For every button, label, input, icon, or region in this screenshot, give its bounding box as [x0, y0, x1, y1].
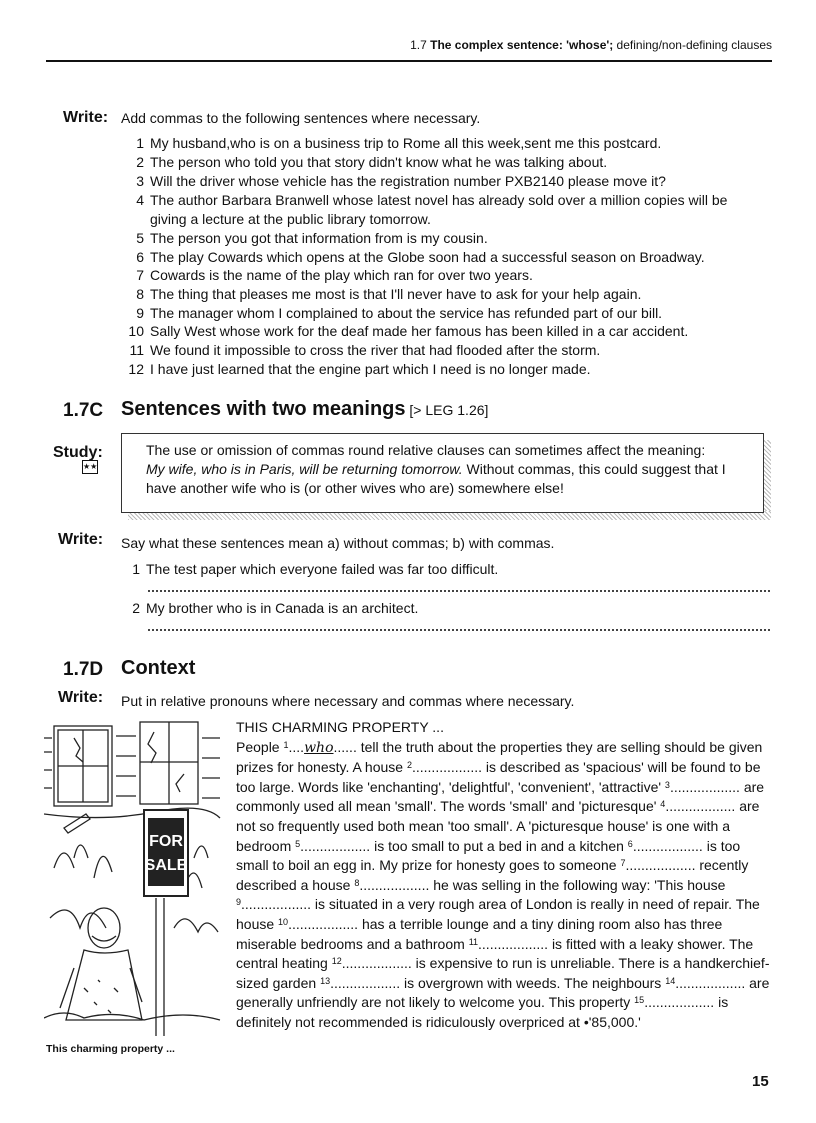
- illustration-caption: This charming property ...: [46, 1043, 175, 1055]
- blank[interactable]: ..................: [669, 778, 740, 795]
- exercise-item: 5 The person you got that information from is my cousin.: [136, 230, 488, 246]
- gapfill-passage: THIS CHARMING PROPERTY ... People $^1$....who...... tell the truth about the properties they are selling should be given prizes for honesty. A house $^2$.................. is described as 'spacious' will be found to be too large. Words like 'enchanting', 'delightful', 'convenient', 'attractive' $^3$.................. are commonly used all mean 'small'. The words 'small' and 'picturesque' $^4$.................. are not so frequently used both mean 'too small'. A 'picturesque house' is one with a bedroom $^5$.................. is too small to put a bed in and a kitchen $^6$.................. is too small to boil an egg in. My prize for honesty goes to someone $^7$.................. recently described a house $^8$.................. he was selling in the following way: 'This house $^9$.................. is situated in a very rough area of London is really in need of repair. The house $^{10}$.................. has a terrible lounge and a tiny dining room also has three miserable bedrooms and a bathroom $^{11}$.................. is fitted with a leaky shower. The central heating $^{12}$.................. is expensive to run is unreliable. There is a handkerchief-sized garden $^{13}$.................. is overgrown with weeds. The neighbours $^{14}$.................. are generally unfriendly are not likely to welcome you. This property $^{15}$.................. is definitely not recommended is ridiculously overpriced at •'85,000.': [236, 718, 774, 1033]
- study-text: The use or omission of commas round relative clauses can sometimes affect the meaning: My wife, who is in Paris, will be returning tomorrow. Without commas, this could suggest that I have another wife who is (or other wives who are) somewhere else!: [146, 442, 726, 496]
- exercise-item: 2 My brother who is in Canada is an architect.: [132, 600, 419, 616]
- write-label: Write:: [58, 531, 104, 548]
- blank[interactable]: ..................: [644, 994, 715, 1011]
- exercise-item: 1 The test paper which everyone failed was far too difficult.: [132, 561, 499, 577]
- section-number: 1.7C: [63, 400, 104, 421]
- exercise-instruction: Add commas to the following sentences where necessary.: [121, 110, 481, 126]
- handwritten-answer[interactable]: who: [304, 739, 334, 756]
- blank[interactable]: ..................: [411, 759, 482, 776]
- blank[interactable]: ..................: [241, 896, 312, 913]
- write-label: Write:: [58, 689, 104, 706]
- section-title: Sentences with two meanings [> LEG 1.26]: [121, 398, 489, 420]
- section-title: Context: [121, 657, 196, 679]
- difficulty-stars-icon: ★★: [82, 460, 98, 474]
- exercise-item: 7 Cowards is the name of the play which ran for over two years.: [136, 267, 533, 283]
- property-illustration: [44, 718, 222, 1036]
- study-label: Study:: [53, 444, 103, 461]
- blank[interactable]: ..................: [478, 935, 549, 952]
- exercise-item: 12 I have just learned that the engine part which I need is no longer made.: [128, 361, 591, 377]
- blank[interactable]: ..................: [359, 876, 430, 893]
- blank[interactable]: ..................: [300, 837, 371, 854]
- blank[interactable]: ..................: [288, 915, 359, 932]
- blank[interactable]: ..................: [665, 798, 736, 815]
- passage-title: THIS CHARMING PROPERTY ...: [236, 719, 444, 735]
- exercise-item: 3 Will the driver whose vehicle has the registration number PXB2140 please move it?: [136, 173, 666, 189]
- exercise-item: 11 We found it impossible to cross the river that had flooded after the storm.: [129, 342, 601, 358]
- exercise-item: 8 The thing that pleases me most is that I'll never have to ask for your help again.: [136, 286, 642, 302]
- exercise-item: 2 The person who told you that story didn't know what he was talking about.: [136, 154, 608, 170]
- blank[interactable]: ..................: [675, 974, 746, 991]
- page-number: 15: [752, 1073, 769, 1090]
- write-label: Write:: [63, 109, 109, 126]
- exercise-item: 4 The author Barbara Branwell whose latest novel has already sold over a million copies will be giving a lecture at the public library tomorrow.: [136, 192, 728, 227]
- running-head: 1.7 The complex sentence: 'whose'; defining/non-defining clauses: [410, 38, 772, 52]
- blank[interactable]: ..................: [330, 974, 401, 991]
- answer-line[interactable]: [148, 625, 770, 631]
- header-rule: [46, 60, 772, 62]
- sign-text: SALE: [144, 857, 188, 874]
- exercise-item: 9 The manager whom I complained to about the service has refunded part of our bill.: [136, 305, 663, 321]
- sign-text: FOR: [149, 833, 183, 850]
- exercise-item: 6 The play Cowards which opens at the Globe soon had a successful season on Broadway.: [136, 249, 705, 265]
- blank[interactable]: ..................: [341, 955, 412, 972]
- exercise-item: 1 My husband,who is on a business trip to Rome all this week,sent me this postcard.: [136, 135, 662, 151]
- section-number: 1.7D: [63, 659, 104, 680]
- exercise-item: 10 Sally West whose work for the deaf made her famous has been killed in a car accident.: [128, 323, 689, 339]
- answer-line[interactable]: [148, 586, 770, 592]
- exercise-instruction: Put in relative pronouns where necessary and commas where necessary.: [121, 693, 575, 709]
- blank[interactable]: ..................: [625, 857, 696, 874]
- exercise-instruction: Say what these sentences mean a) without commas; b) with commas.: [121, 535, 555, 551]
- blank[interactable]: ..................: [632, 837, 703, 854]
